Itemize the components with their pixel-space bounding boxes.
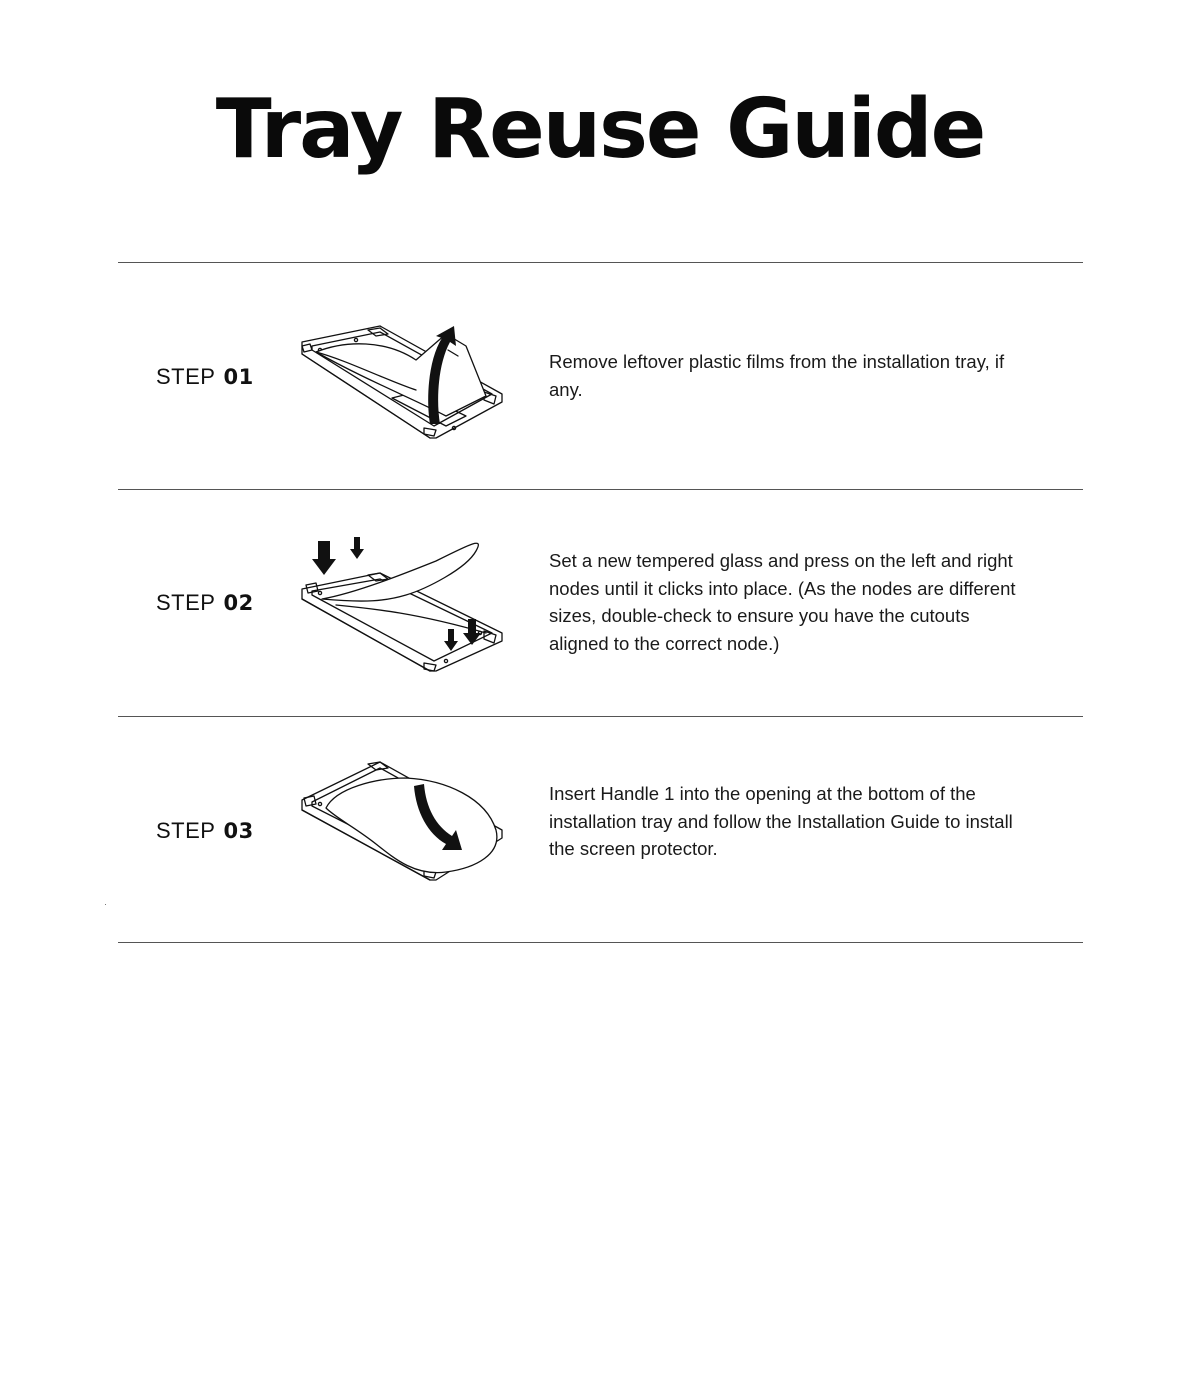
tray-press-nodes-icon bbox=[296, 533, 512, 673]
step-label bbox=[156, 818, 254, 844]
step-word: STEP bbox=[156, 590, 216, 615]
step-row-2 bbox=[118, 491, 1083, 717]
step-label bbox=[156, 364, 254, 390]
step-number: 01 bbox=[223, 365, 254, 389]
step-description: Set a new tempered glass and press on the left and right nodes until it clicks into place. (As the nodes are different sizes, double-check to ensure you have the cutouts aligned to the correct node.) bbox=[549, 550, 1016, 654]
step-number: 03 bbox=[223, 819, 254, 843]
step-description: Insert Handle 1 into the opening at the bottom of the installation tray and follow the Installation Guide to install the screen protector. bbox=[549, 783, 1013, 859]
tray-insert-handle-icon bbox=[296, 758, 512, 898]
step-row-3 bbox=[118, 718, 1083, 944]
stray-dot bbox=[105, 904, 106, 905]
step-word: STEP bbox=[156, 818, 216, 843]
step-word: STEP bbox=[156, 364, 216, 389]
step-label bbox=[156, 590, 254, 616]
tray-peel-film-icon bbox=[296, 320, 512, 460]
page-title: Tray Reuse Guide bbox=[215, 82, 985, 177]
step-row-1 bbox=[118, 264, 1083, 490]
step-description: Remove leftover plastic films from the installation tray, if any. bbox=[549, 351, 1005, 400]
divider bbox=[118, 262, 1083, 263]
step-number: 02 bbox=[223, 591, 254, 615]
